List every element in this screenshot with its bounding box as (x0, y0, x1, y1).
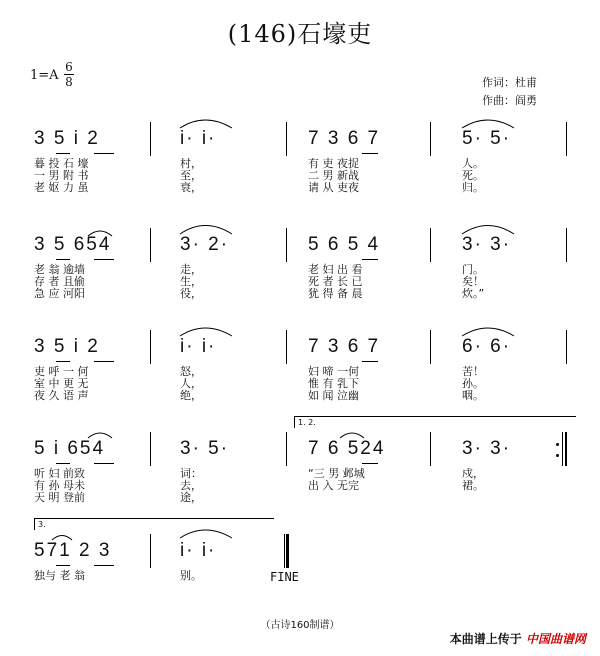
note-measure: 6· 6· (462, 336, 512, 357)
note-measure: 3 5 i 2 (34, 128, 100, 149)
slur (462, 120, 514, 128)
lyric: 出 入 无完 (308, 479, 359, 492)
lyric: 有 吏 夜捉 (308, 157, 359, 170)
lyric: 村， (180, 157, 202, 170)
slur (462, 328, 514, 336)
lyric: 炊。” (462, 287, 485, 300)
site-logo[interactable]: 中国曲谱网 (525, 632, 586, 646)
lyric: 戍， (462, 467, 484, 480)
lyric: “三 男 邺城 (308, 467, 365, 480)
lyric: 二 男 新战 (308, 169, 359, 182)
slur (180, 226, 232, 235)
lyric: 惟 有 乳下 (308, 377, 359, 390)
lyric: 词： (180, 467, 202, 480)
lyric: 夜 久 语 声 (34, 389, 89, 402)
lyric: 生， (180, 275, 202, 288)
lyric: 裙。 (462, 479, 484, 492)
lyric: 妇 啼 一何 (308, 365, 359, 378)
lyric: 急 应 河阳 (34, 287, 85, 300)
lyric: 吏 呼 一 何 (34, 365, 89, 378)
lyric: 一 男 附 书 (34, 169, 89, 182)
note-measure: 7 6 524 (308, 438, 386, 459)
lyric: 途， (180, 491, 202, 504)
slur (88, 433, 112, 438)
lyric: 门。 (462, 263, 484, 276)
slur (180, 328, 232, 336)
lyric: 衰， (180, 181, 202, 194)
lyric: 暮 投 石 壕 (34, 157, 89, 170)
fine-mark: FINE (270, 570, 299, 584)
composer-credit: 作曲：阎勇 (482, 94, 537, 107)
lyric: 天 明 登前 (34, 491, 85, 504)
lyric: 请 从 吏夜 (308, 181, 359, 194)
lyric: 孙。 (462, 377, 484, 390)
volta-label: 1. 2. (298, 418, 316, 427)
slur (180, 120, 232, 128)
note-measure: 3· 3· (462, 234, 512, 255)
note-measure: 3 5 654 (34, 234, 112, 255)
lyric: 归。 (462, 181, 484, 194)
note-measure: 5 6 5 4 (308, 234, 381, 255)
note-measure: 3 5 i 2 (34, 336, 100, 357)
note-measure: 3· 5· (180, 438, 230, 459)
lyric: 咽。 (462, 389, 484, 402)
time-signature-bottom: 8 (65, 75, 73, 89)
lyric: 老 翁 逾墙 (34, 263, 85, 276)
lyric: 矣！ (462, 275, 484, 288)
source-note: （古诗160制谱） (260, 620, 340, 631)
lyric: 至， (180, 169, 202, 182)
lyric: 犹 得 备 晨 (308, 287, 363, 300)
note-measure: i· i· (180, 540, 217, 561)
note-measure: 7 3 6 7 (308, 128, 381, 149)
lyric: 室 中 更 无 (34, 377, 89, 390)
note-measure: i· i· (180, 128, 217, 149)
note-measure: 7 3 6 7 (308, 336, 381, 357)
lyric: 绝， (180, 389, 202, 402)
slur (52, 536, 72, 541)
lyric: 如 闻 泣幽 (308, 389, 359, 402)
upload-text: 本曲谱上传于 (449, 632, 522, 646)
note-measure: 5 i 654 (34, 438, 106, 459)
lyric: 有 孙 母未 (34, 479, 85, 492)
lyric: 役， (180, 287, 202, 300)
lyric: 别。 (180, 569, 202, 582)
note-measure: 571 2 3 (34, 540, 112, 561)
volta-label: 3. (38, 520, 46, 529)
key-signature: 1=A (30, 68, 59, 83)
lyric: 苦！ (462, 365, 484, 378)
lyric: 老 妇 出 看 (308, 263, 363, 276)
lyricist-credit: 作词：杜甫 (482, 76, 537, 89)
note-measure: 3· 3· (462, 438, 512, 459)
slur (462, 226, 514, 235)
time-signature-top: 6 (65, 60, 73, 74)
note-measure: 5· 5· (462, 128, 512, 149)
note-measure: 3· 2· (180, 234, 230, 255)
site-credit[interactable] (450, 630, 586, 647)
lyric: 去， (180, 479, 202, 492)
lyric: 独与 老 翁 (34, 569, 85, 582)
lyric: 人。 (462, 157, 484, 170)
lyric: 死 者 长 已 (308, 275, 363, 288)
slur (88, 231, 112, 236)
lyric: 走， (180, 263, 202, 276)
lyric: 存 者 且偷 (34, 275, 85, 288)
note-measure: i· i· (180, 336, 217, 357)
song-title: (146)石壕吏 (227, 20, 373, 48)
lyric: 死。 (462, 169, 484, 182)
lyric: 人， (180, 377, 202, 390)
slur (340, 433, 364, 438)
slur (180, 530, 232, 538)
lyric: 怒， (180, 365, 202, 378)
lyric: 老 妪 力 虽 (34, 181, 89, 194)
lyric: 听 妇 前致 (34, 467, 85, 480)
